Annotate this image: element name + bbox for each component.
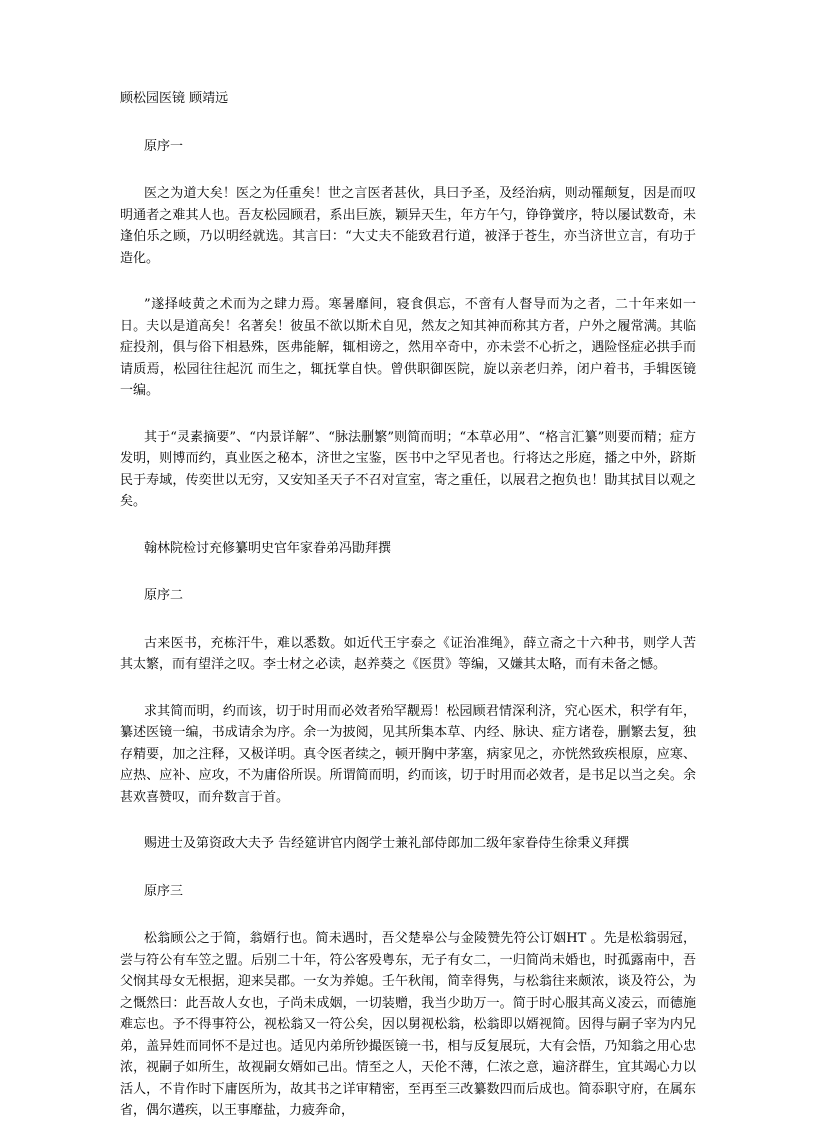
section-heading-1: 原序一: [144, 138, 184, 154]
section-heading-3: 原序三: [144, 883, 184, 899]
section-heading-2: 原序二: [144, 588, 184, 603]
preface-1-signature: 翰林院检讨充修纂明史官年家眷弟冯勖拜撰: [144, 540, 392, 556]
document-title: 顾松园医镜 顾靖远: [120, 91, 229, 106]
document-page: [120, 88, 696, 1122]
preface-3-paragraph-1: 松翁顾公之于简，翁婿行也。简未遇时，吾父楚皋公与金陵赞先符公订姻HT 。先是松翁弱冠，尝与符公有车笠之盟。后别二十年，符公客殁粤东，无子有女二，一归简尚未婚也，时孤露南中，吾父悯其母女无根据，迎来吴郡。一女为养媳。壬午秋闱，简幸得隽，与松翁往来颇浓，谈及符公，为之慨然曰：此吾故人女也，子尚未成姻，一切装赠，我当少助万一。简于时心服其高义凌云，而德施难忘也。予不得事符公，视松翁又一符公矣，因以舅视松翁，松翁即以婿视简。因得与嗣子宰为内兄弟，盖异姓而同怀不是过也。适见内弟所钞撮医镜一书，相与反复展玩，大有会悟，乃知翁之用心忠浓，视嗣子如所生，故视嗣女婿如己出。情至之人，天伦不薄，仁浓之意，遍济群生，宜其竭心力以活人，不肯作时下庸医所为，故其书之详审精密，至再至三改纂数四而后成也。简忝职守府，在属东省，偶尔遘疾，以王事靡盐，力疲奔命，: [120, 931, 696, 1118]
preface-1-paragraph-1: 医之为道大矣！医之为任重矣！世之言医者甚伙，具曰予圣，及经治病，则动罹颠复，因是而叹明通者之难其人也。吾友松园顾君，系出巨族，颖异天生，年方午勺，铮铮黉序，特以屡试数奇，未逢伯乐之顾，乃以明经就选。其言曰：“大丈夫不能致君行道，被泽于苍生，亦当济世立言，有功于造化。: [120, 186, 696, 266]
preface-1-paragraph-2: ”遂择岐黄之术而为之肆力焉。寒暑靡间，寝食俱忘，不啻有人督导而为之者，二十年来如一日。夫以是道高矣！名著矣！彼虽不欲以斯术自见，然友之知其神而称其方者，户外之履常满。其临症投剂，俱与俗下相悬殊，医弗能解，辄相谤之，然用卒奇中，亦未尝不心折之，遇险怪症必拱手而请质焉，松园往往起沉 而生之，辄抚掌自快。曾供职御医院，旋以亲老归养，闭户着书，手辑医镜一编。: [120, 297, 696, 398]
preface-2-paragraph-2: 求其简而明，约而该，切于时用而必效者殆罕觏焉！松园顾君情深利济，究心医术，积学有年，纂述医镜一编，书成请余为序。余一为披阅，见其所集本草、内经、脉诀、症方诸卷，删繁去复，独存精要，加之注释，又极详明。真令医者续之，顿开胸中茅塞，病家见之，亦恍然致疾根原，应寒、应热、应补、应攻，不为庸俗所误。所谓简而明，约而该，切于时用而必效者，是书足以当之矣。余甚欢喜赞叹，而弁数言于首。: [120, 703, 696, 805]
preface-2-paragraph-1: 古来医书，充栋汗牛，难以悉数。如近代王宇泰之《证治准绳》，薛立斋之十六种书，则学人苦其太繁，而有望洋之叹。李士材之必读，赵养葵之《医贯》等编，又嫌其太略，而有未备之憾。: [120, 635, 696, 672]
preface-1-paragraph-3: 其于“灵素摘要”、“内景详解”、“脉法删繁”则简而明；“本草必用”、“格言汇纂”则要而精；症方发明，则博而约，真业医之秘本，济世之宝鉴，医书中之罕见者也。行将达之彤庭，播之中外，跻斯民于寿域，传奕世以无穷，又安知圣天子不召对宣室，寄之重任，以展君之抱负也！勖其拭目以观之矣。: [120, 429, 696, 509]
preface-2-signature: 赐进士及第资政大夫予 告经筵讲官内阁学士兼礼部侍郎加二级年家眷侍生徐秉义拜撰: [144, 836, 630, 851]
